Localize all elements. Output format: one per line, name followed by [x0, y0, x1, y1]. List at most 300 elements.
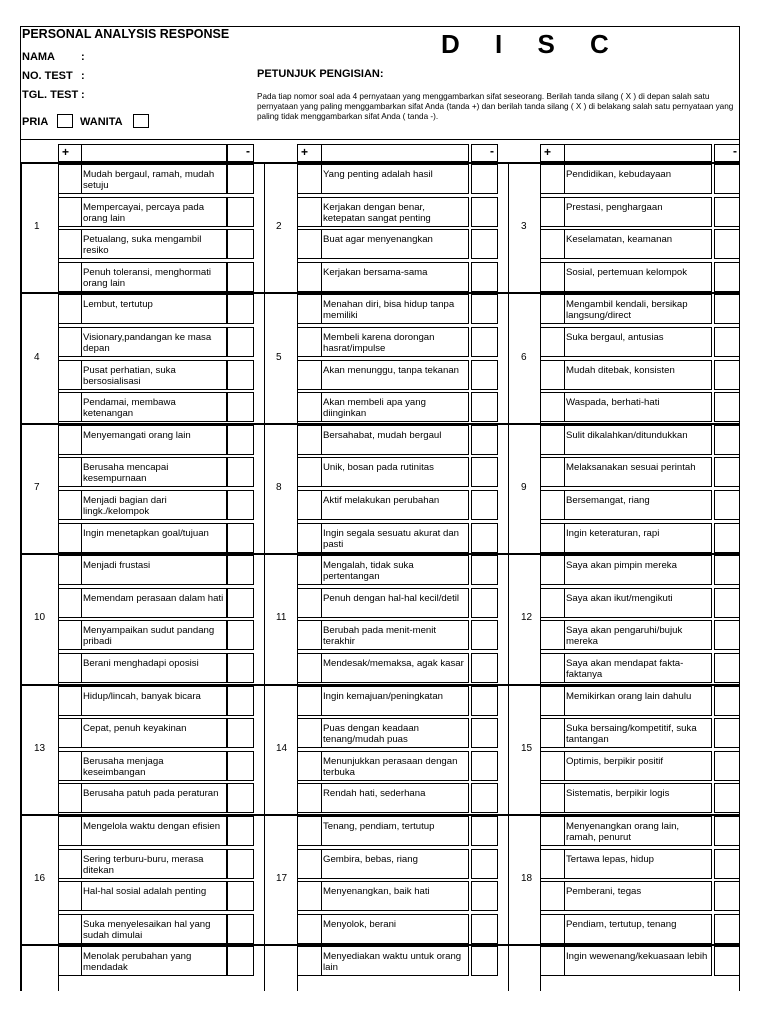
- plus-answer-box[interactable]: [540, 425, 565, 455]
- question-number-cell: [508, 553, 541, 684]
- statement-text: Pendiam, tertutup, tenang: [566, 918, 677, 930]
- question-number: 1: [34, 221, 40, 233]
- statement-cell: [564, 816, 712, 846]
- statement-cell: [321, 555, 469, 585]
- plus-answer-box[interactable]: [540, 360, 565, 390]
- question-number-cell: [264, 814, 298, 945]
- plus-answer-box[interactable]: [297, 946, 322, 976]
- minus-answer-box[interactable]: [714, 392, 740, 422]
- plus-answer-box[interactable]: [540, 588, 565, 618]
- plus-answer-box[interactable]: [297, 262, 322, 292]
- gender-wanita-label: WANITA: [80, 116, 123, 128]
- minus-answer-box[interactable]: [471, 718, 498, 748]
- plus-answer-box[interactable]: [540, 294, 565, 324]
- plus-answer-box[interactable]: [58, 425, 82, 455]
- statement-cell: [564, 555, 712, 585]
- statement-cell: [564, 686, 712, 716]
- minus-answer-box[interactable]: [227, 620, 254, 650]
- plus-answer-box[interactable]: [297, 327, 322, 357]
- minus-answer-box[interactable]: [714, 783, 740, 813]
- statement-text: Sosial, pertemuan kelompok: [566, 266, 688, 278]
- statement-cell: [564, 327, 712, 357]
- plus-answer-box[interactable]: [297, 392, 322, 422]
- minus-sign: -: [733, 144, 737, 158]
- plus-answer-box[interactable]: [540, 914, 565, 944]
- statement-cell: [564, 718, 712, 748]
- minus-answer-box[interactable]: [471, 816, 498, 846]
- statement-text: Akan menunggu, tanpa tekanan: [323, 364, 460, 376]
- statement-text: Berani menghadapi oposisi: [83, 658, 199, 669]
- question-number: 6: [521, 351, 527, 363]
- statement-cell: [321, 783, 469, 813]
- statement-text: Visionary,pandangan ke masa depan: [83, 332, 212, 354]
- statement-cell: [81, 946, 227, 976]
- plus-answer-box[interactable]: [540, 653, 565, 683]
- minus-answer-box[interactable]: [714, 751, 740, 781]
- minus-answer-box[interactable]: [714, 262, 740, 292]
- minus-answer-box[interactable]: [227, 914, 254, 944]
- statement-cell: [81, 653, 227, 683]
- plus-answer-box[interactable]: [540, 816, 565, 846]
- plus-answer-box[interactable]: [58, 523, 82, 553]
- minus-answer-box[interactable]: [227, 294, 254, 324]
- statement-text: Memendam perasaan dalam hati: [83, 592, 224, 604]
- statement-cell: [81, 881, 227, 911]
- plus-answer-box[interactable]: [297, 718, 322, 748]
- statement-cell: [321, 946, 469, 976]
- minus-answer-box[interactable]: [227, 327, 254, 357]
- statement-text: Memikirkan orang lain dahulu: [566, 690, 692, 702]
- statement-cell: [81, 686, 227, 716]
- plus-answer-box[interactable]: [540, 849, 565, 879]
- statement-text: Berusaha patuh pada peraturan: [83, 788, 219, 800]
- minus-answer-box[interactable]: [471, 588, 498, 618]
- minus-answer-box[interactable]: [471, 751, 498, 781]
- statement-cell: [564, 392, 712, 422]
- minus-answer-box[interactable]: [714, 881, 740, 911]
- plus-answer-box[interactable]: [58, 783, 82, 813]
- statement-text: Menyolok, berani: [323, 918, 397, 930]
- minus-answer-box[interactable]: [227, 392, 254, 422]
- statement-cell: [321, 588, 469, 618]
- minus-answer-box[interactable]: [227, 751, 254, 781]
- statement-text: Ingin segala sesuatu akurat dan pasti: [323, 527, 460, 550]
- group-separator: [21, 553, 740, 555]
- minus-answer-box[interactable]: [714, 588, 740, 618]
- statement-cell: [81, 620, 227, 650]
- statement-text: Kerjakan dengan benar, ketepatan sangat penting: [323, 201, 431, 224]
- question-number: 5: [276, 351, 282, 363]
- plus-answer-box[interactable]: [297, 425, 322, 455]
- plus-answer-box[interactable]: [58, 588, 82, 618]
- minus-answer-box[interactable]: [714, 197, 740, 227]
- plus-answer-box[interactable]: [540, 490, 565, 520]
- statement-cell: [321, 425, 469, 455]
- statement-text: Menyenangkan, baik hati: [323, 886, 430, 898]
- plus-answer-box[interactable]: [297, 294, 322, 324]
- statement-text: Hidup/lincah, banyak bicara: [83, 690, 201, 702]
- plus-answer-box[interactable]: [297, 360, 322, 390]
- statement-cell: [321, 881, 469, 911]
- statement-cell: [81, 457, 227, 487]
- plus-answer-box[interactable]: [297, 457, 322, 487]
- question-number: 10: [34, 612, 46, 624]
- question-number-cell: [508, 423, 541, 554]
- statement-text: Akan membeli apa yang diinginkan: [323, 397, 426, 420]
- column-minus-header: [714, 144, 740, 162]
- minus-answer-box[interactable]: [227, 457, 254, 487]
- minus-answer-box[interactable]: [227, 783, 254, 813]
- statement-text: Waspada, berhati-hati: [566, 397, 660, 409]
- minus-answer-box[interactable]: [471, 555, 498, 585]
- plus-answer-box[interactable]: [540, 327, 565, 357]
- minus-answer-box[interactable]: [227, 718, 254, 748]
- minus-answer-box[interactable]: [714, 164, 740, 194]
- minus-answer-box[interactable]: [714, 849, 740, 879]
- statement-cell: [81, 327, 227, 357]
- plus-answer-box[interactable]: [540, 946, 565, 976]
- minus-answer-box[interactable]: [227, 555, 254, 585]
- minus-answer-box[interactable]: [227, 653, 254, 683]
- plus-answer-box[interactable]: [540, 620, 565, 650]
- statement-text: Aktif melakukan perubahan: [323, 495, 440, 506]
- statement-cell: [564, 620, 712, 650]
- statement-cell: [81, 783, 227, 813]
- statement-text: Berubah pada menit-menit terakhir: [323, 625, 437, 648]
- plus-answer-box[interactable]: [297, 914, 322, 944]
- minus-answer-box[interactable]: [471, 197, 498, 227]
- statement-text: Tertawa lepas, hidup: [566, 853, 654, 865]
- plus-answer-box[interactable]: [297, 555, 322, 585]
- plus-answer-box[interactable]: [58, 457, 82, 487]
- statement-text: Sulit dikalahkan/ditundukkan: [566, 429, 688, 441]
- statement-cell: [321, 620, 469, 650]
- question-number-cell: [264, 553, 298, 684]
- minus-answer-box[interactable]: [471, 620, 498, 650]
- minus-answer-box[interactable]: [471, 392, 498, 422]
- minus-answer-box[interactable]: [471, 946, 498, 976]
- plus-answer-box[interactable]: [58, 849, 82, 879]
- statement-text: Ingin keteraturan, rapi: [566, 527, 660, 539]
- question-grid: [21, 27, 740, 991]
- statement-cell: [564, 197, 712, 227]
- statement-cell: [321, 653, 469, 683]
- minus-answer-box[interactable]: [714, 718, 740, 748]
- question-number: 12: [521, 612, 533, 624]
- statement-text: Saya akan ikut/mengikuti: [566, 592, 673, 604]
- minus-answer-box[interactable]: [714, 816, 740, 846]
- minus-answer-box[interactable]: [714, 653, 740, 683]
- statement-text: Unik, bosan pada rutinitas: [323, 462, 434, 474]
- question-number-cell: [264, 423, 298, 554]
- minus-answer-box[interactable]: [227, 881, 254, 911]
- question-number: 7: [34, 481, 40, 493]
- column-statement-header: [564, 144, 712, 162]
- statement-text: Mudah ditebak, konsisten: [566, 364, 675, 376]
- statement-cell: [81, 523, 227, 553]
- gender-pria-label: PRIA: [22, 116, 49, 128]
- statement-text: Suka bergaul, antusias: [566, 332, 664, 343]
- minus-answer-box[interactable]: [471, 914, 498, 944]
- statement-cell: [321, 327, 469, 357]
- minus-answer-box[interactable]: [714, 229, 740, 259]
- minus-answer-box[interactable]: [471, 327, 498, 357]
- statement-text: Suka bersaing/kompetitif, suka tantangan: [566, 723, 697, 746]
- minus-answer-box[interactable]: [227, 946, 254, 976]
- plus-answer-box[interactable]: [297, 783, 322, 813]
- statement-cell: [321, 751, 469, 781]
- statement-cell: [321, 718, 469, 748]
- field-nama-sep: :: [81, 51, 85, 63]
- disc-title: D I S C: [441, 29, 623, 59]
- minus-answer-box[interactable]: [471, 425, 498, 455]
- question-number-cell: [21, 292, 59, 423]
- minus-answer-box[interactable]: [471, 881, 498, 911]
- statement-cell: [81, 555, 227, 585]
- statement-text: Mengambil kendali, bersikap langsung/direct: [566, 299, 688, 322]
- minus-answer-box[interactable]: [714, 523, 740, 553]
- plus-answer-box[interactable]: [58, 751, 82, 781]
- minus-answer-box[interactable]: [714, 914, 740, 944]
- minus-answer-box[interactable]: [714, 327, 740, 357]
- minus-answer-box[interactable]: [714, 555, 740, 585]
- plus-answer-box[interactable]: [58, 946, 82, 976]
- statement-text: Menjadi bagian dari lingk./kelompok: [83, 495, 167, 517]
- plus-answer-box[interactable]: [58, 653, 82, 683]
- plus-answer-box[interactable]: [58, 392, 82, 422]
- statement-text: Suka menyelesaikan hal yang sudah dimulai: [83, 918, 211, 941]
- statement-cell: [564, 425, 712, 455]
- statement-text: Menyemangati orang lain: [83, 429, 191, 441]
- statement-text: Pendidikan, kebudayaan: [566, 169, 672, 180]
- plus-answer-box[interactable]: [297, 164, 322, 194]
- plus-sign: +: [62, 145, 70, 159]
- plus-answer-box[interactable]: [540, 881, 565, 911]
- statement-text: Puas dengan keadaan tenang/mudah puas: [323, 723, 420, 746]
- statement-cell: [81, 229, 227, 259]
- minus-answer-box[interactable]: [471, 849, 498, 879]
- statement-text: Yang penting adalah hasil: [323, 169, 433, 180]
- plus-answer-box[interactable]: [540, 523, 565, 553]
- column-plus-header: [297, 144, 322, 162]
- plus-answer-box[interactable]: [58, 914, 82, 944]
- minus-answer-box[interactable]: [471, 229, 498, 259]
- minus-answer-box[interactable]: [714, 425, 740, 455]
- minus-answer-box[interactable]: [227, 686, 254, 716]
- statement-cell: [321, 686, 469, 716]
- minus-answer-box[interactable]: [471, 262, 498, 292]
- statement-text: Mempercayai, percaya pada orang lain: [83, 201, 205, 224]
- minus-answer-box[interactable]: [227, 197, 254, 227]
- group-separator: [21, 684, 740, 686]
- minus-answer-box[interactable]: [227, 816, 254, 846]
- statement-cell: [564, 229, 712, 259]
- question-number-cell: [264, 684, 298, 815]
- form-title: PERSONAL ANALYSIS RESPONSE: [22, 27, 230, 41]
- statement-text: Kerjakan bersama-sama: [323, 266, 428, 278]
- statement-cell: [81, 197, 227, 227]
- plus-answer-box[interactable]: [540, 718, 565, 748]
- minus-answer-box[interactable]: [471, 360, 498, 390]
- statement-text: Hal-hal sosial adalah penting: [83, 886, 207, 898]
- statement-text: Buat agar menyenangkan: [323, 234, 433, 246]
- plus-answer-box[interactable]: [297, 588, 322, 618]
- question-number: 9: [521, 481, 527, 493]
- minus-answer-box[interactable]: [471, 653, 498, 683]
- instructions-text: Pada tiap nomor soal ada 4 pernyataan yang menggambarkan sifat seseorang. Berilah tanda silang ( X ) di depan salah satu pernyataan yang paling menggambarkan sifat Anda (tanda +) dan berilah tanda silang ( X ) di belakang salah satu pernyataan yang paling tidak menggambarkan sifat Anda ( tanda -).: [257, 92, 734, 121]
- question-number: 13: [34, 742, 46, 754]
- minus-answer-box[interactable]: [471, 294, 498, 324]
- plus-answer-box[interactable]: [58, 262, 82, 292]
- plus-answer-box[interactable]: [540, 197, 565, 227]
- plus-answer-box[interactable]: [540, 751, 565, 781]
- minus-answer-box[interactable]: [227, 229, 254, 259]
- plus-answer-box[interactable]: [540, 555, 565, 585]
- statement-cell: [564, 588, 712, 618]
- plus-answer-box[interactable]: [58, 816, 82, 846]
- statement-text: Menyediakan waktu untuk orang lain: [323, 951, 462, 974]
- statement-text: Penuh toleransi, menghormati orang lain: [83, 266, 211, 289]
- statement-text: Penuh dengan hal-hal kecil/detil: [323, 592, 460, 604]
- statement-cell: [564, 457, 712, 487]
- plus-answer-box[interactable]: [540, 783, 565, 813]
- plus-answer-box[interactable]: [58, 620, 82, 650]
- question-number: 11: [276, 612, 287, 624]
- statement-cell: [321, 360, 469, 390]
- statement-text: Menyampaikan sudut pandang pribadi: [83, 625, 215, 648]
- plus-answer-box[interactable]: [540, 457, 565, 487]
- statement-cell: [81, 849, 227, 879]
- plus-answer-box[interactable]: [58, 881, 82, 911]
- statement-cell: [81, 425, 227, 455]
- minus-answer-box[interactable]: [471, 457, 498, 487]
- plus-answer-box[interactable]: [58, 360, 82, 390]
- minus-answer-box[interactable]: [227, 849, 254, 879]
- plus-answer-box[interactable]: [297, 653, 322, 683]
- question-number-cell: [21, 684, 59, 815]
- statement-cell: [564, 653, 712, 683]
- statement-text: Menunjukkan perasaan dengan terbuka: [323, 755, 458, 778]
- plus-answer-box[interactable]: [58, 555, 82, 585]
- statement-text: Sering terburu-buru, merasa ditekan: [83, 853, 204, 876]
- statement-text: Membeli karena dorongan hasrat/impulse: [323, 332, 435, 354]
- minus-answer-box[interactable]: [471, 164, 498, 194]
- minus-answer-box[interactable]: [714, 946, 740, 976]
- minus-answer-box[interactable]: [471, 523, 498, 553]
- statement-text: Berusaha menjaga keseimbangan: [83, 755, 164, 778]
- question-number-cell: [508, 814, 541, 945]
- plus-answer-box[interactable]: [297, 197, 322, 227]
- question-number-cell: [21, 423, 59, 554]
- question-number: 3: [521, 221, 527, 233]
- field-nama-label: NAMA: [22, 51, 55, 63]
- statement-cell: [321, 914, 469, 944]
- statement-text: Mudah bergaul, ramah, mudah setuju: [83, 169, 215, 191]
- field-notest-sep: :: [81, 70, 85, 82]
- minus-answer-box[interactable]: [471, 686, 498, 716]
- statement-text: Saya akan pengaruhi/bujuk mereka: [566, 625, 683, 648]
- plus-answer-box[interactable]: [58, 686, 82, 716]
- minus-answer-box[interactable]: [227, 523, 254, 553]
- minus-answer-box[interactable]: [714, 360, 740, 390]
- statement-cell: [321, 197, 469, 227]
- statement-cell: [321, 392, 469, 422]
- minus-answer-box[interactable]: [714, 686, 740, 716]
- plus-answer-box[interactable]: [58, 294, 82, 324]
- plus-answer-box[interactable]: [297, 686, 322, 716]
- minus-answer-box[interactable]: [471, 783, 498, 813]
- column-plus-header: [58, 144, 82, 162]
- question-number: 2: [276, 221, 282, 233]
- question-number: 15: [521, 742, 533, 754]
- column-minus-header: [471, 144, 498, 162]
- question-number-cell: [264, 292, 298, 423]
- plus-answer-box[interactable]: [540, 229, 565, 259]
- plus-answer-box[interactable]: [297, 751, 322, 781]
- statement-cell: [81, 262, 227, 292]
- column-statement-header: [81, 144, 227, 162]
- plus-answer-box[interactable]: [58, 229, 82, 259]
- minus-answer-box[interactable]: [227, 425, 254, 455]
- statement-cell: [81, 718, 227, 748]
- plus-answer-box[interactable]: [297, 849, 322, 879]
- plus-answer-box[interactable]: [58, 164, 82, 194]
- plus-answer-box[interactable]: [297, 523, 322, 553]
- plus-sign: +: [301, 145, 309, 159]
- minus-answer-box[interactable]: [714, 490, 740, 520]
- plus-answer-box[interactable]: [58, 197, 82, 227]
- plus-answer-box[interactable]: [297, 490, 322, 520]
- statement-cell: [564, 523, 712, 553]
- plus-answer-box[interactable]: [58, 327, 82, 357]
- minus-answer-box[interactable]: [471, 490, 498, 520]
- statement-text: Saya akan mendapat fakta-faktanya: [566, 658, 684, 680]
- minus-answer-box[interactable]: [227, 262, 254, 292]
- plus-answer-box[interactable]: [58, 718, 82, 748]
- statement-text: Bersahabat, mudah bergaul: [323, 429, 442, 441]
- plus-answer-box[interactable]: [58, 490, 82, 520]
- plus-answer-box[interactable]: [297, 620, 322, 650]
- statement-cell: [321, 849, 469, 879]
- plus-answer-box[interactable]: [540, 262, 565, 292]
- statement-cell: [564, 360, 712, 390]
- plus-answer-box[interactable]: [297, 816, 322, 846]
- plus-answer-box[interactable]: [297, 229, 322, 259]
- question-number: 18: [521, 873, 533, 885]
- question-number-cell: [508, 684, 541, 815]
- minus-answer-box[interactable]: [714, 294, 740, 324]
- statement-text: Melaksanakan sesuai perintah: [566, 462, 696, 474]
- question-number-cell: [264, 944, 298, 991]
- plus-answer-box[interactable]: [540, 164, 565, 194]
- statement-cell: [321, 457, 469, 487]
- plus-answer-box[interactable]: [297, 881, 322, 911]
- plus-answer-box[interactable]: [540, 686, 565, 716]
- minus-answer-box[interactable]: [714, 620, 740, 650]
- statement-cell: [564, 946, 712, 976]
- statement-cell: [81, 816, 227, 846]
- statement-cell: [564, 881, 712, 911]
- statement-cell: [81, 360, 227, 390]
- statement-text: Lembut, tertutup: [83, 299, 153, 311]
- minus-answer-box[interactable]: [227, 490, 254, 520]
- minus-answer-box[interactable]: [227, 360, 254, 390]
- minus-answer-box[interactable]: [227, 588, 254, 618]
- plus-answer-box[interactable]: [540, 392, 565, 422]
- minus-answer-box[interactable]: [714, 457, 740, 487]
- minus-answer-box[interactable]: [227, 164, 254, 194]
- group-separator: [21, 814, 740, 816]
